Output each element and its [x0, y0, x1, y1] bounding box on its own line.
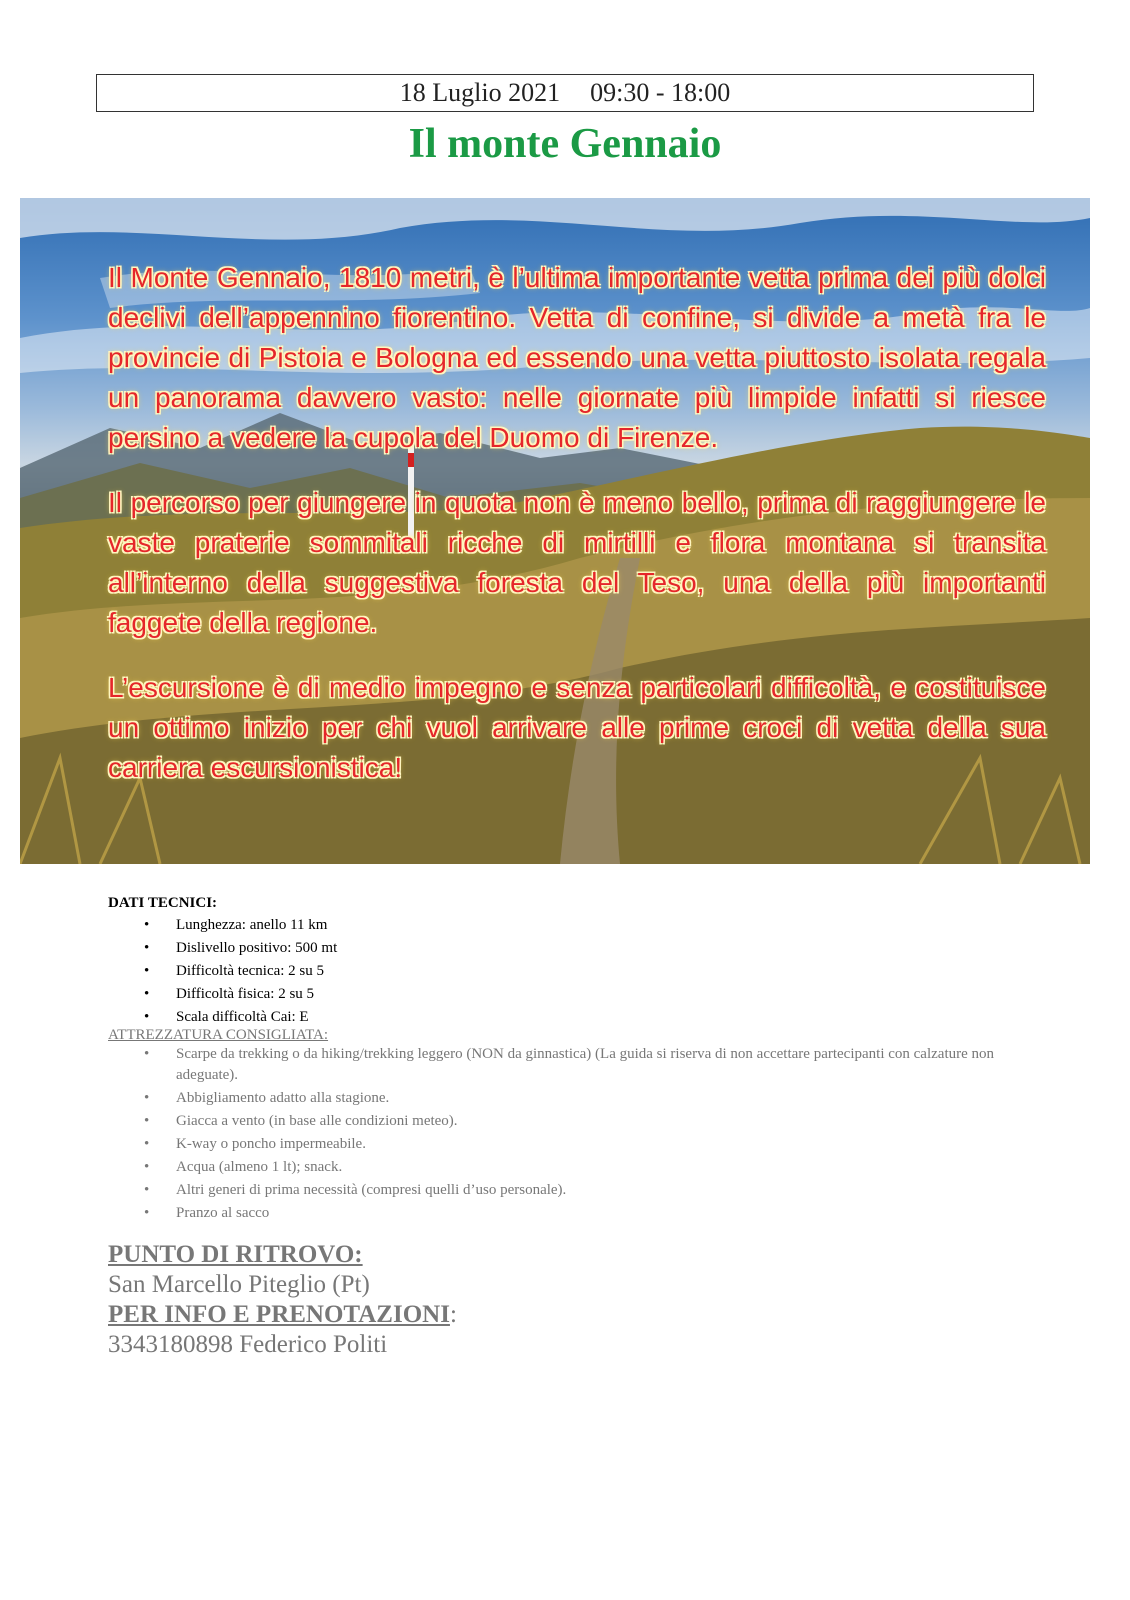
list-item-text: Pranzo al sacco [176, 1205, 270, 1221]
list-item [108, 1111, 1048, 1132]
bullet-icon: • [144, 917, 150, 933]
description-paragraph-1: Il Monte Gennaio, 1810 metri, è l’ultima importante vetta prima dei più dolci declivi dell’appennino fiorentino. Vetta di confine, si divide a metà fra le provincie di Pistoia e Bologna ed essendo una vetta piuttosto isolata regala un panorama davvero vasto: nelle giornate più limpide infatti si riesce persino a vedere la cupola del Duomo di Firenze. [108, 262, 1046, 453]
meeting-point-place: San Marcello Piteglio (Pt) [108, 1271, 370, 1298]
info-heading: PER INFO E PRENOTAZIONI [108, 1301, 450, 1328]
hero-description [108, 258, 1046, 813]
list-item [108, 914, 1048, 937]
event-time: 09:30 - 18:00 [590, 78, 731, 107]
equipment-heading: ATTREZZATURA CONSIGLIATA: [108, 1027, 329, 1043]
list-item [108, 1088, 1048, 1109]
list-item-text: Scarpe da trekking o da hiking/trekking leggero (NON da ginnastica) (La guida si riserva di non accettare partecipanti con calzature non adeguate). [176, 1046, 995, 1083]
bullet-icon: • [144, 986, 150, 1002]
list-item-text: K-way o poncho impermeabile. [176, 1136, 366, 1152]
page-title: Il monte Gennaio [408, 121, 722, 167]
hero-landscape-image [20, 198, 1090, 864]
technical-data-list [108, 914, 1048, 1029]
equipment-section [108, 1026, 1048, 1226]
list-item [108, 1180, 1048, 1201]
meeting-point-heading: PUNTO DI RITROVO: [108, 1241, 363, 1268]
technical-data-section [108, 892, 1048, 1029]
info-heading-colon: : [449, 1301, 457, 1328]
meeting-info-section [108, 1240, 1008, 1360]
list-item-text: Lunghezza: anello 11 km [176, 917, 328, 933]
list-item-text: Scala difficoltà Cai: E [176, 1009, 309, 1025]
list-item-text: Acqua (almeno 1 lt); snack. [176, 1159, 343, 1175]
bullet-icon: • [144, 1113, 150, 1129]
description-paragraph-3: L’escursione è di medio impegno e senza particolari difficoltà, e costituisce un ottimo inizio per chi vuol arrivare alle prime croci di vetta della sua carriera escursionistica! [108, 672, 1046, 783]
list-item [108, 983, 1048, 1006]
list-item-text: Altri generi di prima necessità (compresi quelli d’uso personale). [176, 1182, 567, 1198]
event-date-box [96, 74, 1034, 112]
list-item [108, 1157, 1048, 1178]
event-date: 18 Luglio 2021 [399, 78, 561, 107]
list-item [108, 960, 1048, 983]
list-item [108, 1044, 1048, 1086]
technical-data-heading: DATI TECNICI: [108, 895, 218, 911]
info-heading-line [108, 1300, 1008, 1330]
list-item [108, 1203, 1048, 1224]
bullet-icon: • [144, 1182, 150, 1198]
bullet-icon: • [144, 1136, 150, 1152]
list-item-text: Abbigliamento adatto alla stagione. [176, 1090, 390, 1106]
bullet-icon: • [144, 1009, 150, 1025]
bullet-icon: • [144, 940, 150, 956]
list-item-text: Giacca a vento (in base alle condizioni meteo). [176, 1113, 458, 1129]
description-paragraph-2: Il percorso per giungere in quota non è meno bello, prima di raggiungere le vaste praterie sommitali ricche di mirtilli e flora montana si transita all’interno della suggestiva foresta del Teso, una della più importanti faggete della regione. [108, 487, 1046, 638]
bullet-icon: • [144, 1090, 150, 1106]
list-item-text: Difficoltà tecnica: 2 su 5 [176, 963, 325, 979]
list-item [108, 1134, 1048, 1155]
bullet-icon: • [144, 1046, 150, 1062]
list-item [108, 937, 1048, 960]
contact-info: 3343180898 Federico Politi [108, 1331, 388, 1358]
bullet-icon: • [144, 963, 150, 979]
bullet-icon: • [144, 1159, 150, 1175]
equipment-list [108, 1044, 1048, 1224]
bullet-icon: • [144, 1205, 150, 1221]
list-item-text: Dislivello positivo: 500 mt [176, 940, 338, 956]
list-item-text: Difficoltà fisica: 2 su 5 [176, 986, 315, 1002]
